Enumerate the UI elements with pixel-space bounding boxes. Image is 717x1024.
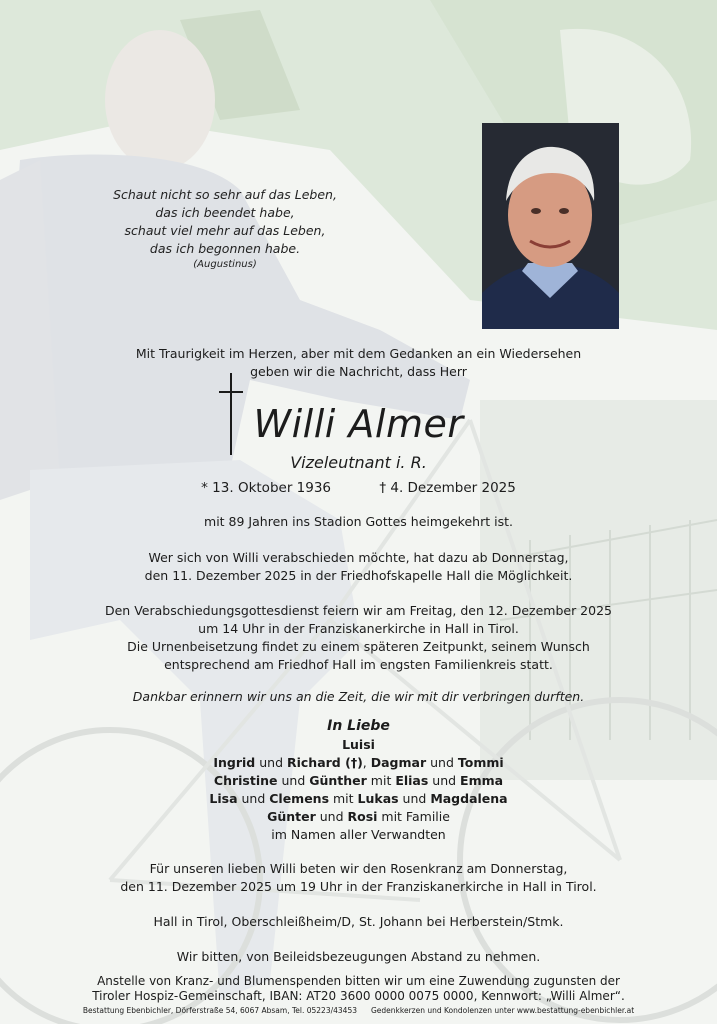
- service-line: Die Urnenbeisetzung findet zu einem späteren Zeitpunkt, seinem Wunsch: [127, 639, 590, 654]
- footer-imprint: [0, 1006, 717, 1016]
- family-name: Richard (†): [286, 755, 363, 770]
- farewell-paragraph: [0, 549, 717, 585]
- family-name: Christine: [213, 773, 278, 788]
- family-line: [0, 790, 717, 808]
- intro-text: [0, 345, 717, 381]
- service-line: entsprechend am Friedhof Hall im engsten Familienkreis statt.: [164, 657, 553, 672]
- connector: und: [398, 791, 431, 806]
- connector: mit: [329, 791, 358, 806]
- age-line: mit 89 Jahren ins Stadion Gottes heimgekehrt ist.: [204, 514, 513, 529]
- family-name: Günter: [267, 809, 316, 824]
- life-dates: [0, 478, 717, 498]
- portrait-photo: [482, 123, 619, 329]
- service-paragraph: [0, 602, 717, 674]
- online-condolences: Gedenkkerzen und Kondolenzen unter www.bestattung-ebenbichler.at: [371, 1006, 635, 1015]
- deceased-name: Willi Almer: [253, 402, 464, 446]
- death-date: † 4. Dezember 2025: [379, 480, 516, 496]
- rosary-paragraph: [0, 860, 717, 896]
- birth-date: * 13. Oktober 1936: [201, 480, 332, 496]
- family-name: Luisi: [342, 737, 375, 752]
- quote-line: das ich beendet habe,: [155, 205, 295, 220]
- family-line: [0, 772, 717, 790]
- family-name: Emma: [460, 773, 504, 788]
- condolence-note: Wir bitten, von Beileidsbezeugungen Abstand zu nehmen.: [176, 949, 541, 964]
- quote-block: [95, 186, 355, 272]
- farewell-line: den 11. Dezember 2025 in der Friedhofskapelle Hall die Möglichkeit.: [144, 568, 573, 583]
- service-line: um 14 Uhr in der Franziskanerkirche in Hall in Tirol.: [198, 621, 519, 636]
- family-block: [0, 716, 717, 844]
- quote-line: Schaut nicht so sehr auf das Leben,: [113, 187, 337, 202]
- connector: und: [426, 755, 458, 770]
- deceased-rank: Vizeleutnant i. R.: [290, 453, 427, 472]
- connector: und: [315, 809, 348, 824]
- connector: und: [277, 773, 310, 788]
- in-love-heading: In Liebe: [327, 718, 390, 734]
- service-line: Den Verabschiedungsgottesdienst feiern wir am Freitag, den 12. Dezember 2025: [104, 603, 612, 618]
- family-name: Magdalena: [430, 791, 508, 806]
- connector: mit: [366, 773, 396, 788]
- rosary-line: Für unseren lieben Willi beten wir den Rosenkranz am Donnerstag,: [149, 861, 568, 876]
- quote-line: schaut viel mehr auf das Leben,: [124, 223, 326, 238]
- family-name: Ingrid: [213, 755, 256, 770]
- family-name: Lukas: [357, 791, 399, 806]
- family-name: Elias: [395, 773, 429, 788]
- connector: und: [237, 791, 270, 806]
- farewell-line: Wer sich von Willi verabschieden möchte, hat dazu ab Donnerstag,: [148, 550, 569, 565]
- family-name: Dagmar: [370, 755, 427, 770]
- intro-line: geben wir die Nachricht, dass Herr: [250, 364, 467, 379]
- connector: und: [255, 755, 287, 770]
- connector: ,: [362, 755, 371, 770]
- connector: und: [428, 773, 461, 788]
- family-line: im Namen aller Verwandten: [271, 827, 446, 842]
- rosary-line: den 11. Dezember 2025 um 19 Uhr in der Franziskanerkirche in Hall in Tirol.: [120, 879, 597, 894]
- places-line: Hall in Tirol, Oberschleißheim/D, St. Johann bei Herberstein/Stmk.: [153, 914, 564, 929]
- family-line: [0, 808, 717, 826]
- quote-source: (Augustinus): [193, 259, 257, 270]
- family-line: [0, 754, 717, 772]
- family-name: Günther: [309, 773, 367, 788]
- family-name: Lisa: [209, 791, 238, 806]
- intro-line: Mit Traurigkeit im Herzen, aber mit dem Gedanken an ein Wiedersehen: [135, 346, 582, 361]
- family-line: [0, 736, 717, 754]
- closing-line: Dankbar erinnern wir uns an die Zeit, die wir mit dir verbringen durften.: [132, 689, 585, 704]
- family-name: Clemens: [269, 791, 330, 806]
- donation-paragraph: [0, 974, 717, 1004]
- undertaker-info: Bestattung Ebenbichler, Dörferstraße 54, 6067 Absam, Tel. 05223/43453: [82, 1006, 357, 1015]
- family-name: Tommi: [457, 755, 504, 770]
- family-name: Rosi: [347, 809, 378, 824]
- donation-line: Tiroler Hospiz-Gemeinschaft, IBAN: AT20 3600 0000 0075 0000, Kennwort: „Willi Almer“.: [92, 989, 625, 1003]
- quote-line: das ich begonnen habe.: [149, 241, 301, 256]
- connector: mit Familie: [377, 809, 450, 824]
- donation-line: Anstelle von Kranz- und Blumenspenden bitten wir um eine Zuwendung zugunsten der: [97, 974, 620, 988]
